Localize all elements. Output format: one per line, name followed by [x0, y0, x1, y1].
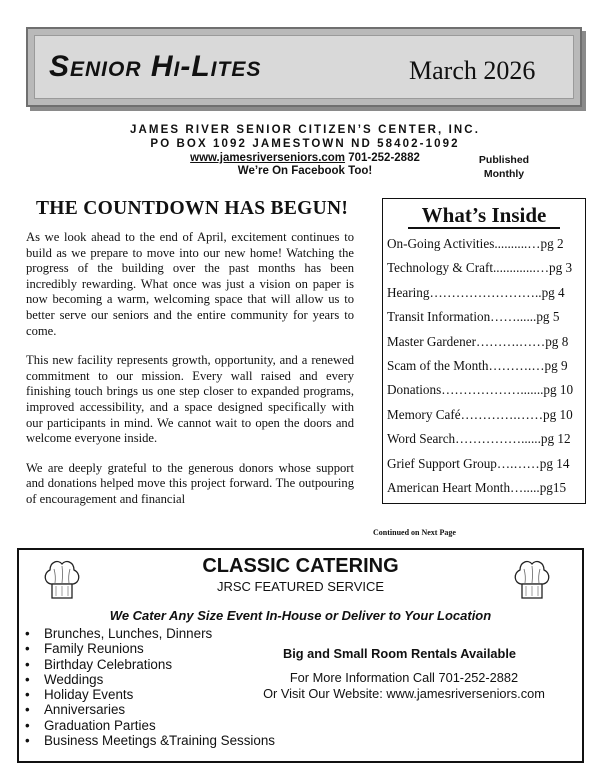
whats-inside-box	[382, 198, 586, 504]
article-body	[26, 230, 354, 522]
room-rentals: Big and Small Room Rentals Available	[283, 646, 517, 661]
list-item: • Holiday Events	[25, 687, 275, 702]
toc-item: Transit Information……......pg 5	[387, 309, 560, 325]
toc-item: Word Search……………......pg 12	[387, 431, 571, 447]
continued-note: Continued on Next Page	[373, 528, 456, 537]
toc-item: Scam of the Month……….…pg 9	[387, 357, 568, 373]
catering-contact	[239, 670, 569, 701]
masthead-panel	[34, 35, 574, 99]
catering-subtitle: JRSC FEATURED SERVICE	[216, 579, 385, 594]
toc-item: Master Gardener……….……pg 8	[387, 333, 569, 349]
published-label: Published	[478, 154, 530, 166]
table-of-contents	[387, 235, 585, 503]
newsletter-title: Senior Hi-Lites	[49, 50, 262, 83]
monthly-label: Monthly	[483, 168, 525, 180]
toc-item: On-Going Activities..........…pg 2	[387, 236, 564, 251]
catering-title: CLASSIC CATERING	[202, 555, 399, 577]
publication-frequency	[474, 153, 534, 181]
catering-ad	[17, 548, 584, 763]
list-item: • Graduation Parties	[25, 718, 275, 733]
list-item: • Anniversaries	[25, 702, 275, 717]
article-headline: THE COUNTDOWN HAS BEGUN!	[36, 198, 349, 219]
website-link[interactable]: www.jamesriverseniors.com	[190, 152, 346, 164]
org-address: PO BOX 1092 JAMESTOWN ND 58402-1092	[150, 138, 460, 150]
whats-inside-title: What’s Inside	[421, 203, 547, 227]
catering-tagline: We Cater Any Size Event In-House or Deliver to Your Location	[109, 608, 492, 623]
toc-item: Donations……………….......pg 10	[387, 382, 574, 398]
article-paragraph: We are deeply grateful to the generous donors whose support and donations helped move this project forward. The outpouring of encouragement and financial	[26, 460, 354, 506]
list-item: • Business Meetings &Training Sessions	[25, 733, 275, 748]
toc-item: Memory Café………….……pg 10	[387, 406, 573, 422]
article-paragraph: This new facility represents growth, opportunity, and a renewed commitment to our mission. Every wall raised and every finishing touch brings us one step closer to expanded programs, improved accessibility, and a space designed specifically with our participants in mind. We cannot wait to open the doors and welcome everyone inside.	[26, 353, 354, 446]
list-item: • Brunches, Lunches, Dinners	[25, 626, 275, 641]
phone-number: 701-252-2882	[345, 152, 420, 164]
toc-item: Hearing……………………..pg 4	[387, 284, 565, 300]
facebook-note: We’re On Facebook Too!	[237, 165, 373, 177]
toc-item: Grief Support Group….……pg 14	[387, 455, 570, 471]
contact-phone: For More Information Call 701-252-2882	[289, 670, 519, 685]
toc-item: Technology & Craft.............…pg 3	[387, 260, 573, 276]
toc-item: American Heart Month….....pg15	[387, 479, 567, 495]
list-item: • Family Reunions	[25, 641, 275, 656]
title-underline	[408, 227, 560, 229]
list-item: • Birthday Celebrations	[25, 657, 275, 672]
catering-services-list	[25, 626, 275, 748]
list-item: • Weddings	[25, 672, 275, 687]
issue-date: March 2026	[409, 56, 536, 85]
contact-website: Or Visit Our Website: www.jamesriverseniors.com	[263, 685, 545, 701]
masthead	[26, 27, 582, 107]
website-line	[150, 151, 460, 165]
org-name: JAMES RIVER SENIOR CITIZEN’S CENTER, INC.	[130, 124, 480, 136]
article-paragraph: As we look ahead to the end of April, excitement continues to build as we prepare to move into our new home! Watching the progress of the building over the past months has been incredibly rewarding. What once was just a vision on paper is now becoming a warm, welcoming space that will allow us to better serve our seniors and the entire community for years to come.	[26, 230, 354, 338]
